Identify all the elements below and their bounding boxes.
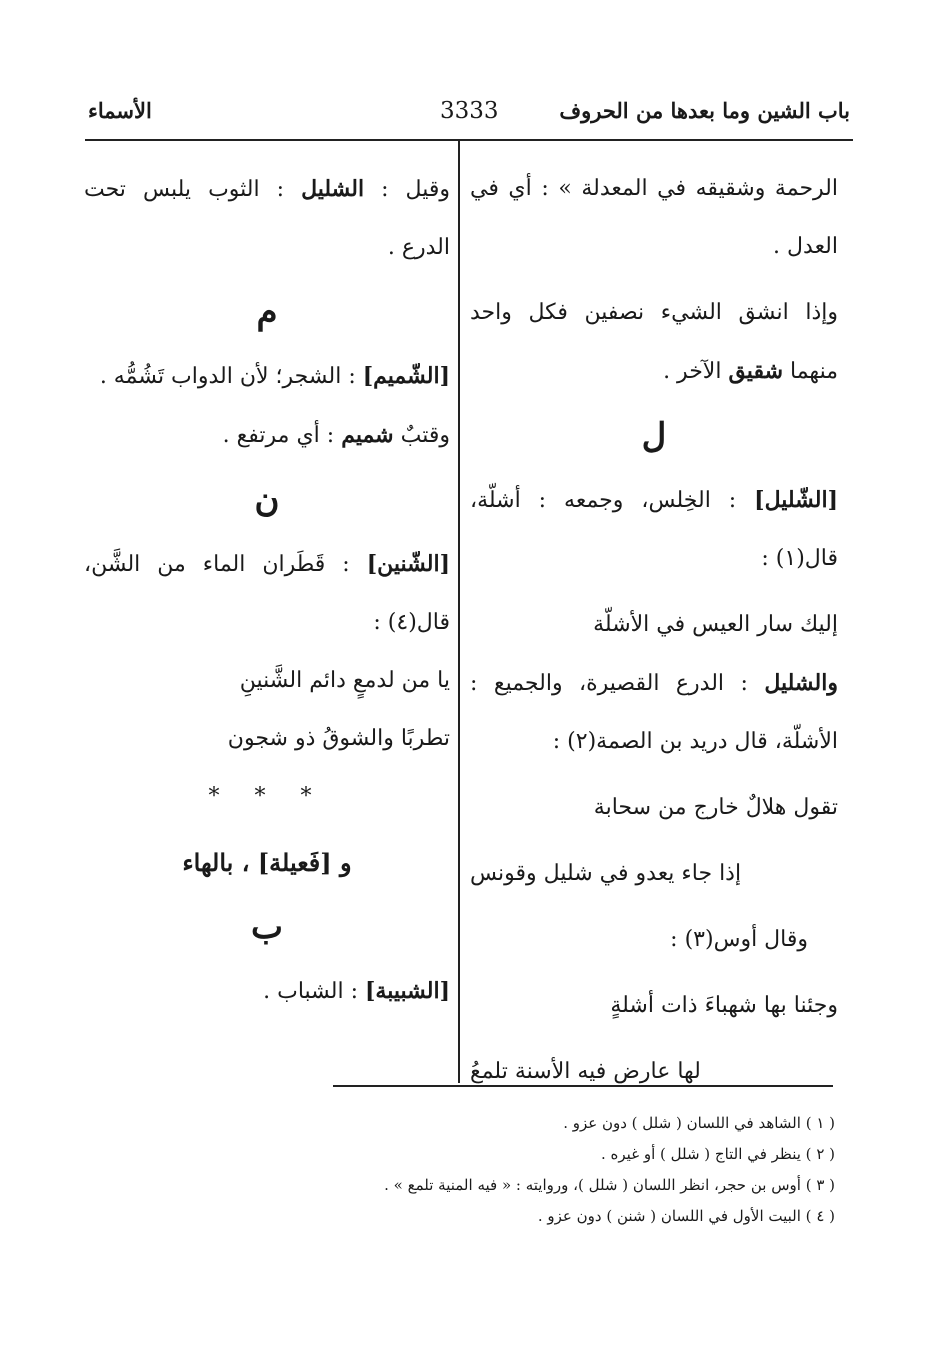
text-line: منهما شقيق الآخر . bbox=[663, 358, 838, 384]
section-letter-lam: ل bbox=[641, 416, 667, 456]
verse-line: تطربًا والشوقُ ذو شجون bbox=[227, 726, 450, 751]
running-header-left: الأسماء bbox=[88, 98, 152, 123]
text-line: وقتبٌ شميم : أي مرتفع . bbox=[222, 422, 450, 448]
entry-shamim: [الشّميم] : الشجر؛ لأن الدواب تَشُمُّه . bbox=[99, 363, 450, 389]
verse-line: إذا جاء يعدو في شليل وقونس bbox=[470, 861, 742, 886]
entry-shalil: [الشّليل] : الخِلس، وجمعه : أشلّة، bbox=[470, 487, 838, 513]
entry-shalil-2: والشليل : الدرع القصيرة، والجميع : bbox=[470, 670, 838, 696]
verse-line: وجئنا بها شهباءَ ذات أشلةٍ bbox=[610, 993, 838, 1018]
verse-line: تقول هلالٌ خارج من سحابة bbox=[593, 795, 838, 820]
footnote-2: ( ٢ ) ينظر في التاج ( شلل ) أو غيره . bbox=[601, 1145, 835, 1163]
verse-line: لها عارض فيه الأسنة تلمعُ bbox=[470, 1059, 701, 1084]
section-letter-ba: ب bbox=[250, 907, 283, 947]
text-line: وإذا انشق الشيء نصفين فكل واحد bbox=[470, 300, 838, 325]
section-letter-mim: م bbox=[256, 292, 278, 332]
page-number: 3333 bbox=[440, 98, 499, 124]
entry-shanin: [الشّنين] : قَطَران الماء من الشَّن، bbox=[84, 551, 450, 577]
left-column bbox=[84, 160, 450, 1021]
running-header-right: باب الشين وما بعدها من الحروف bbox=[559, 98, 850, 123]
column-divider bbox=[458, 141, 460, 1083]
text-line: وقيل : الشليل : الثوب يلبس تحت bbox=[84, 176, 450, 202]
text-line: الدرع . bbox=[387, 235, 450, 260]
text-line: قال(٤) : bbox=[373, 610, 450, 635]
header-rule bbox=[85, 139, 853, 141]
footnote-1: ( ١ ) الشاهد في اللسان ( شلل ) دون عزو . bbox=[563, 1114, 835, 1132]
text-line: العدل . bbox=[773, 234, 838, 259]
verse-line: إليك سار العيس في الأشلّة bbox=[593, 612, 838, 637]
text-line: وقال أوس(٣) : bbox=[670, 927, 808, 952]
footnotes bbox=[95, 1108, 835, 1232]
right-column bbox=[470, 160, 838, 1101]
entry-shabiba: [الشبيبة] : الشباب . bbox=[263, 978, 450, 1004]
section-letter-nun: ن bbox=[254, 480, 280, 520]
footnote-4: ( ٤ ) البيت الأول في اللسان ( شنن ) دون عزو . bbox=[537, 1207, 835, 1225]
section-heading: و [فَعيلة] ، بالهاء bbox=[182, 848, 352, 877]
text-line: الرحمة وشقيقه في المعدلة » : أي في bbox=[470, 176, 838, 201]
text-line: قال(١) : bbox=[761, 546, 838, 571]
text-line: الأشلّة، قال دريد بن الصمة(٢) : bbox=[552, 729, 838, 754]
footnote-3: ( ٣ ) أوس بن حجر، انظر اللسان ( شلل )، وروايته : « فيه المنية تلمع » . bbox=[384, 1176, 835, 1194]
section-separator-stars: * * * bbox=[208, 784, 326, 809]
verse-line: يا من لدمعٍ دائم الشَّنينِ bbox=[239, 668, 450, 693]
footnote-rule bbox=[333, 1085, 833, 1087]
